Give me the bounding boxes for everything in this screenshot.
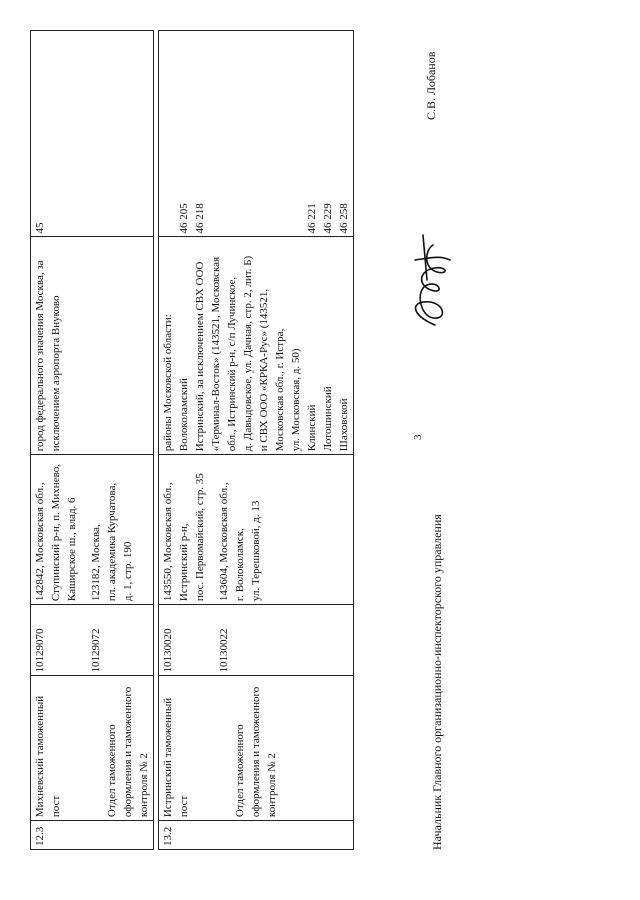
oktmo-code: [288, 34, 304, 233]
department-name: Отдел таможенного оформления и таможенного контроля № 2: [106, 686, 150, 818]
zone-line: Истринский, за исключением СВХ ООО: [194, 261, 206, 452]
handwritten-signature: [405, 220, 455, 330]
oktmo-code: 46 205: [178, 203, 190, 234]
zone-line: Московская обл., г. Истра,: [274, 328, 286, 452]
post-code: 10129070: [34, 628, 46, 673]
address-line: пос. Первомайский, стр. 35: [194, 473, 206, 602]
oktmo-code: [256, 34, 272, 233]
zone-line: обл., Истринский р-н, с/п Лучинское,: [226, 276, 238, 452]
oktmo-code: 46 258: [338, 203, 350, 234]
zone-cell: [159, 237, 354, 455]
zone-line: ул. Московская, д. 50): [290, 348, 302, 452]
customs-table: [30, 30, 354, 850]
zone-line: исключением аэропорта Внуково: [50, 295, 62, 452]
oktmo-code: 46 229: [322, 203, 334, 234]
department-address-line: пл. академика Курчатова,: [106, 482, 118, 602]
oktmo-code: [272, 34, 288, 233]
zone-line: город федерального значения Москва, за: [34, 260, 46, 452]
zone-cell: [31, 237, 154, 455]
document-page: [0, 10, 480, 890]
post-name-cell: [159, 676, 354, 821]
zone-line: «Терминал-Восток» (143521, Московская: [210, 256, 222, 452]
address-line: Ступинский р-н, п. Михнево,: [50, 464, 62, 602]
zone-line: Шаховской: [338, 398, 350, 452]
zone-line: Волоколамский: [178, 378, 190, 452]
signatory-name: С.В. Лобанов: [424, 51, 438, 120]
oktmo-code: [208, 34, 224, 233]
oktmo-code: [240, 34, 256, 233]
zone-line: Клинский: [306, 404, 318, 452]
department-address-line: д. 1, стр. 190: [122, 541, 134, 602]
department-address-line: г. Волоколамск,: [234, 528, 246, 602]
table-row: [159, 31, 354, 850]
address-cell: [159, 455, 354, 605]
code-cell: [31, 605, 154, 676]
post-name: Истринский таможенный пост: [162, 697, 190, 818]
department-code: 10129072: [90, 628, 102, 673]
post-name: Михневский таможенный пост: [34, 695, 62, 818]
address-line: Каширское ш., влад. 6: [66, 497, 78, 602]
oktmo-code: 46 218: [194, 203, 206, 234]
oktmo-cell: [31, 31, 154, 237]
department-name: Отдел таможенного оформления и таможенного контроля № 2: [234, 686, 278, 818]
address-line: Истринский р-н,: [178, 523, 190, 602]
department-code: 10130022: [218, 628, 230, 673]
post-name-cell: [31, 676, 154, 821]
signatory-title: Начальник Главного организационно-инспекторского управления: [430, 514, 444, 850]
oktmo-code: 46 221: [306, 203, 318, 234]
row-number: 13.2: [162, 826, 174, 846]
code-cell: [159, 605, 354, 676]
zone-line: Лотошинский: [322, 386, 334, 452]
department-address-line: 123182, Москва,: [90, 524, 102, 602]
department-address-line: ул. Терешковой, д. 13: [250, 500, 262, 602]
row-number-cell: [31, 821, 154, 850]
zone-line: и СВХ ООО «КРКА-Рус» (143521,: [258, 288, 270, 452]
oktmo-code: 45: [34, 222, 46, 234]
oktmo-code: [224, 34, 240, 233]
zone-line: районы Московской области:: [162, 314, 174, 452]
department-address-line: 143604, Московская обл.,: [218, 482, 230, 602]
address-line: 143550, Московская обл.,: [162, 482, 174, 602]
oktmo-code: [160, 34, 176, 233]
zone-line: д. Давыдовское, ул. Дачная, стр. 2, лит. Б): [242, 255, 254, 452]
address-line: 142842, Московская обл.,: [34, 482, 46, 602]
page-number: 3: [412, 434, 424, 440]
row-number-cell: [159, 821, 354, 850]
post-code: 10130020: [162, 628, 174, 673]
address-cell: [31, 455, 154, 605]
table-row: [31, 31, 154, 850]
row-number: 12.3: [34, 826, 46, 846]
oktmo-cell: [159, 31, 354, 237]
